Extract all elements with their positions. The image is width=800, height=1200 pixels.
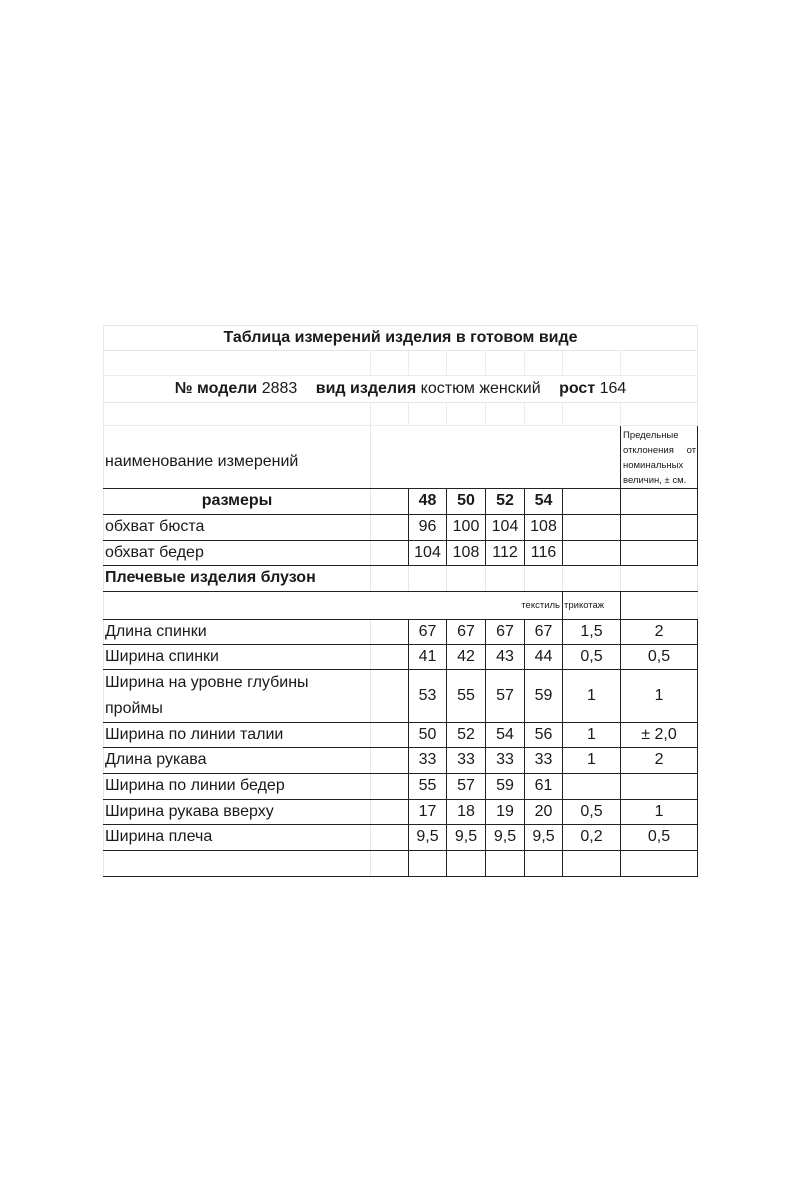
textile-header: текстиль bbox=[104, 592, 563, 620]
table-title: Таблица измерений изделия в готовом виде bbox=[104, 326, 698, 351]
blank-cell bbox=[104, 851, 371, 877]
model-info bbox=[104, 376, 698, 403]
value-cell: 59 bbox=[525, 670, 563, 723]
knit-header: трикотаж bbox=[563, 592, 621, 620]
blank-cell bbox=[371, 541, 409, 566]
value-cell: 112 bbox=[486, 541, 525, 566]
blank-cell bbox=[371, 515, 409, 541]
blank-cell bbox=[621, 851, 698, 877]
measurement-name: Длина спинки bbox=[104, 620, 371, 645]
value-cell: 41 bbox=[409, 645, 447, 670]
blank-cell bbox=[563, 851, 621, 877]
value-cell: 53 bbox=[409, 670, 447, 723]
blank-cell bbox=[371, 620, 409, 645]
size-48: 48 bbox=[409, 489, 447, 515]
knit-tolerance: 1 bbox=[621, 670, 698, 723]
knit-tolerance: 2 bbox=[621, 620, 698, 645]
blank-cell bbox=[563, 515, 621, 541]
height-value: 164 bbox=[599, 379, 627, 397]
textile-tolerance: 1 bbox=[563, 748, 621, 774]
value-cell: 104 bbox=[486, 515, 525, 541]
blank-cell bbox=[563, 489, 621, 515]
knit-tolerance: 2 bbox=[621, 748, 698, 774]
type-value: костюм женский bbox=[420, 379, 541, 397]
empty-row bbox=[104, 851, 698, 877]
textile-tolerance: 0,5 bbox=[563, 645, 621, 670]
value-cell: 42 bbox=[447, 645, 486, 670]
measurement-name: Ширина плеча bbox=[104, 825, 371, 851]
textile-tolerance: 1 bbox=[563, 723, 621, 748]
textile-tolerance: 0,2 bbox=[563, 825, 621, 851]
model-value: 2883 bbox=[261, 379, 298, 397]
measurement-name: обхват бюста bbox=[104, 515, 371, 541]
tolerance-subheader-row bbox=[104, 592, 698, 620]
table-row bbox=[104, 825, 698, 851]
spacer-row bbox=[104, 403, 698, 426]
blank-cell bbox=[371, 825, 409, 851]
model-info-row bbox=[104, 376, 698, 403]
measurement-name: Ширина на уровне глубины проймы bbox=[104, 670, 371, 723]
section-title: Плечевые изделия блузон bbox=[104, 566, 371, 592]
size-52: 52 bbox=[486, 489, 525, 515]
value-cell: 55 bbox=[447, 670, 486, 723]
blank-cell bbox=[621, 489, 698, 515]
size-50: 50 bbox=[447, 489, 486, 515]
value-cell: 67 bbox=[409, 620, 447, 645]
value-cell: 20 bbox=[525, 800, 563, 825]
table-row bbox=[104, 645, 698, 670]
value-cell: 52 bbox=[447, 723, 486, 748]
value-cell: 108 bbox=[525, 515, 563, 541]
title-row bbox=[104, 326, 698, 351]
value-cell: 116 bbox=[525, 541, 563, 566]
sizes-row bbox=[104, 489, 698, 515]
measurement-name: Ширина по линии талии bbox=[104, 723, 371, 748]
value-cell: 96 bbox=[409, 515, 447, 541]
blank-cell bbox=[447, 851, 486, 877]
table-row bbox=[104, 670, 698, 723]
textile-tolerance: 0,5 bbox=[563, 800, 621, 825]
height-label: рост bbox=[559, 379, 596, 397]
value-cell: 55 bbox=[409, 774, 447, 800]
header-merged-blank bbox=[371, 426, 621, 489]
value-cell: 9,5 bbox=[525, 825, 563, 851]
table-row bbox=[104, 515, 698, 541]
table-row bbox=[104, 774, 698, 800]
section-row bbox=[104, 566, 698, 592]
blank-cell bbox=[371, 800, 409, 825]
value-cell: 33 bbox=[447, 748, 486, 774]
blank-cell bbox=[371, 851, 409, 877]
size-54: 54 bbox=[525, 489, 563, 515]
value-cell: 67 bbox=[447, 620, 486, 645]
table-row bbox=[104, 723, 698, 748]
knit-tolerance: 0,5 bbox=[621, 825, 698, 851]
table-row bbox=[104, 541, 698, 566]
value-cell: 9,5 bbox=[447, 825, 486, 851]
knit-tolerance: 0,5 bbox=[621, 645, 698, 670]
table-row bbox=[104, 800, 698, 825]
value-cell: 33 bbox=[409, 748, 447, 774]
blank-cell bbox=[486, 851, 525, 877]
measurement-table-sheet bbox=[103, 325, 697, 877]
value-cell: 104 bbox=[409, 541, 447, 566]
value-cell: 33 bbox=[525, 748, 563, 774]
blank-cell bbox=[371, 748, 409, 774]
measurement-name: обхват бедер bbox=[104, 541, 371, 566]
value-cell: 19 bbox=[486, 800, 525, 825]
blank-cell bbox=[621, 515, 698, 541]
blank-cell bbox=[371, 774, 409, 800]
value-cell: 57 bbox=[486, 670, 525, 723]
blank-cell bbox=[563, 541, 621, 566]
value-cell: 50 bbox=[409, 723, 447, 748]
blank-cell bbox=[371, 723, 409, 748]
knit-tolerance: 1 bbox=[621, 800, 698, 825]
value-cell: 17 bbox=[409, 800, 447, 825]
value-cell: 56 bbox=[525, 723, 563, 748]
spacer-row bbox=[104, 351, 698, 376]
sizes-label: размеры bbox=[104, 489, 371, 515]
knit-tolerance bbox=[621, 774, 698, 800]
blank-cell bbox=[525, 851, 563, 877]
blank-cell bbox=[371, 489, 409, 515]
table-row bbox=[104, 748, 698, 774]
measurement-name: Длина рукава bbox=[104, 748, 371, 774]
value-cell: 61 bbox=[525, 774, 563, 800]
value-cell: 9,5 bbox=[409, 825, 447, 851]
measurement-name-header: наименование измерений bbox=[104, 426, 371, 489]
value-cell: 9,5 bbox=[486, 825, 525, 851]
value-cell: 108 bbox=[447, 541, 486, 566]
textile-tolerance: 1 bbox=[563, 670, 621, 723]
value-cell: 67 bbox=[486, 620, 525, 645]
value-cell: 18 bbox=[447, 800, 486, 825]
value-cell: 100 bbox=[447, 515, 486, 541]
blank-cell bbox=[371, 645, 409, 670]
model-label: № модели bbox=[174, 379, 258, 397]
value-cell: 43 bbox=[486, 645, 525, 670]
measurement-name: Ширина по линии бедер bbox=[104, 774, 371, 800]
header-row bbox=[104, 426, 698, 489]
measurement-name: Ширина рукава вверху bbox=[104, 800, 371, 825]
blank-cell bbox=[371, 670, 409, 723]
measurement-name: Ширина спинки bbox=[104, 645, 371, 670]
value-cell: 67 bbox=[525, 620, 563, 645]
blank-cell bbox=[409, 851, 447, 877]
value-cell: 33 bbox=[486, 748, 525, 774]
value-cell: 59 bbox=[486, 774, 525, 800]
value-cell: 54 bbox=[486, 723, 525, 748]
value-cell: 57 bbox=[447, 774, 486, 800]
textile-tolerance: 1,5 bbox=[563, 620, 621, 645]
tolerance-note: Предельные отклонения от номинальных величин, ± см. bbox=[621, 426, 698, 489]
knit-tolerance: ± 2,0 bbox=[621, 723, 698, 748]
textile-tolerance bbox=[563, 774, 621, 800]
blank-cell bbox=[621, 592, 698, 620]
table-row bbox=[104, 620, 698, 645]
type-label: вид изделия bbox=[315, 379, 417, 397]
blank-cell bbox=[621, 541, 698, 566]
measurement-table bbox=[103, 325, 698, 877]
value-cell: 44 bbox=[525, 645, 563, 670]
